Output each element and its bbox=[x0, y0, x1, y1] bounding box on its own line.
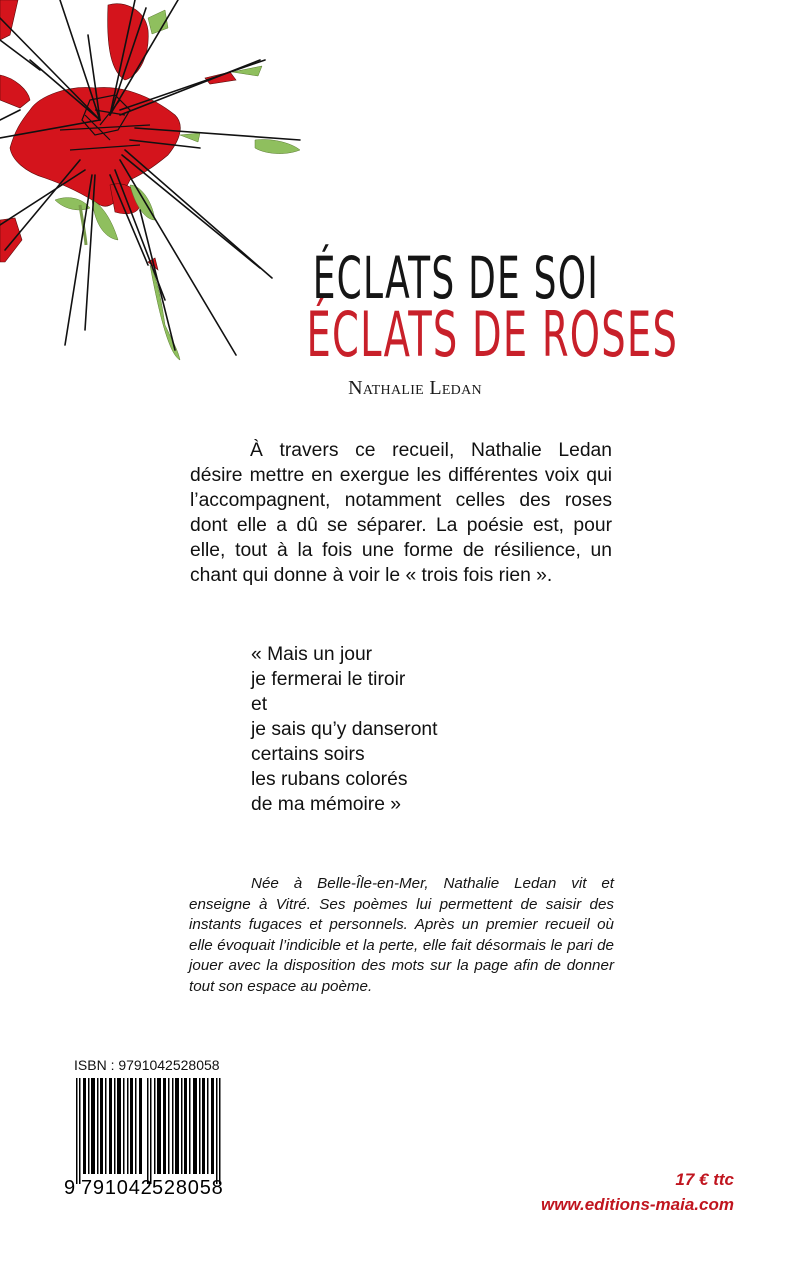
shattered-roses-icon bbox=[0, 0, 320, 370]
title-line-1: ÉCLATS DE SOI bbox=[312, 244, 600, 312]
title-line-2: ÉCLATS DE ROSES bbox=[306, 298, 679, 371]
author-bio: Née à Belle-Île-en-Mer, Nathalie Ledan vit et enseigne à Vitré. Ses poèmes lui permettent de saisir des instants fugaces et personnels. Après un premier recueil où elle évoquait l’indicible et la perte, elle fait désormais le pari de jouer avec la disposition des mots sur la page afin de donner tout son espace au poème. bbox=[189, 875, 614, 995]
publisher-website-link[interactable]: www.editions-maia.com bbox=[540, 1195, 734, 1214]
price: 17 € ttc bbox=[675, 1170, 734, 1189]
book-blurb: À travers ce recueil, Nathalie Ledan désire mettre en exergue les différentes voix qui l’accompagnent, notamment celles des roses dont elle a dû se séparer. La poésie est, pour elle, tout à la fois une forme de résilience, un chant qui donne à voir le « trois fois rien ». bbox=[190, 440, 612, 586]
barcode-icon bbox=[64, 1078, 226, 1199]
poem-line: « Mais un jour bbox=[251, 644, 373, 665]
barcode-left-digits: 791042 bbox=[81, 1177, 153, 1199]
barcode-first-digit: 9 bbox=[64, 1177, 76, 1199]
isbn-label: ISBN : 9791042528058 bbox=[74, 1057, 220, 1073]
poem-line: les rubans colorés bbox=[251, 769, 408, 790]
author-name: Nathalie Ledan bbox=[348, 377, 482, 399]
poem-line: certains soirs bbox=[251, 744, 365, 765]
barcode-right-digits: 528058 bbox=[152, 1177, 224, 1199]
poem-line: je fermerai le tiroir bbox=[251, 669, 406, 690]
poem-excerpt bbox=[251, 642, 438, 817]
poem-line: et bbox=[251, 694, 268, 715]
poem-line: de ma mémoire » bbox=[251, 794, 402, 815]
poem-line: je sais qu’y danseront bbox=[251, 719, 438, 740]
